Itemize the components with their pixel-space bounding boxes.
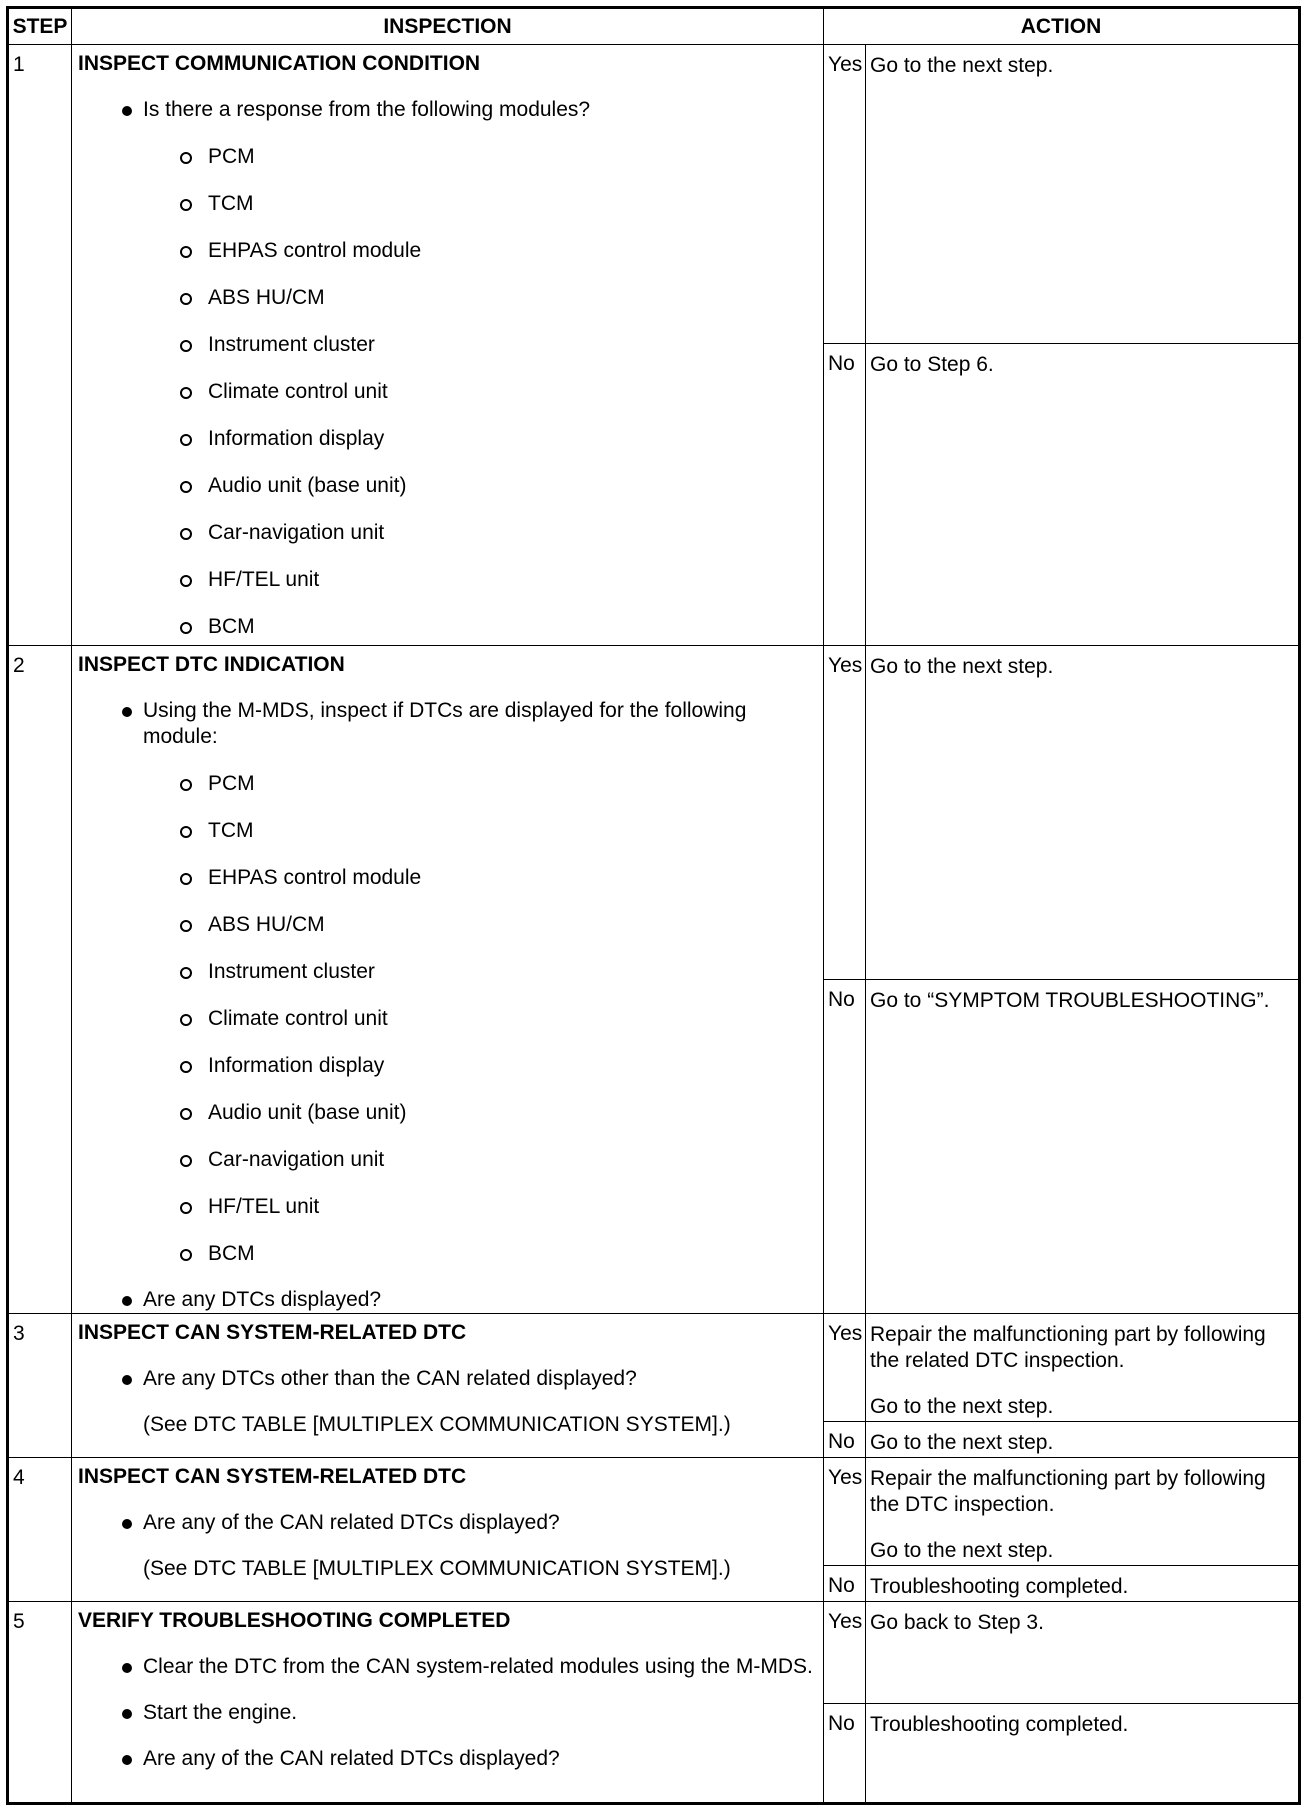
sub-bullet-icon (180, 199, 192, 211)
bullet-icon (122, 1296, 132, 1306)
step-4-title: INSPECT CAN SYSTEM-RELATED DTC (78, 1465, 467, 1488)
step-2-module: Instrument cluster (78, 959, 817, 985)
sub-bullet-icon (180, 826, 192, 838)
step-4-yes-action: Repair the malfunctioning part by following the DTC inspection. Go to the next step. (866, 1458, 1300, 1566)
step-1-yes-row (8, 45, 1300, 344)
step-2-module: PCM (78, 771, 817, 797)
bullet-icon (122, 1755, 132, 1765)
troubleshooting-table (6, 6, 1301, 1805)
sub-bullet-icon (180, 246, 192, 258)
sub-bullet-icon (180, 481, 192, 493)
step-5-bullet: Are any of the CAN related DTCs displayed? (78, 1746, 817, 1772)
bullet-icon (122, 1375, 132, 1385)
step-1-module: Audio unit (base unit) (78, 473, 817, 499)
step-1-module: TCM (78, 191, 817, 217)
bullet-icon (122, 707, 132, 717)
step-3-no-action: Go to the next step. (866, 1422, 1300, 1458)
sub-bullet-icon (180, 1108, 192, 1120)
step-2-bullet: Using the M-MDS, inspect if DTCs are displayed for the following module: (78, 698, 817, 750)
step-4-number: 4 (8, 1458, 72, 1602)
step-5-title: VERIFY TROUBLESHOOTING COMPLETED (78, 1609, 511, 1632)
sub-bullet-icon (180, 387, 192, 399)
step-2-module: BCM (78, 1241, 817, 1267)
step-1-no-action: Go to Step 6. (866, 344, 1300, 646)
step-4-inspection (72, 1458, 824, 1602)
step-5-yes-action: Go back to Step 3. (866, 1602, 1300, 1704)
sub-bullet-icon (180, 340, 192, 352)
step-3-yes-label: Yes (824, 1314, 866, 1422)
sub-bullet-icon (180, 779, 192, 791)
step-3-no-label: No (824, 1422, 866, 1458)
step-2-module: ABS HU/CM (78, 912, 817, 938)
sub-bullet-icon (180, 967, 192, 979)
step-5-yes-row (8, 1602, 1300, 1704)
sub-bullet-icon (180, 1014, 192, 1026)
sub-bullet-icon (180, 575, 192, 587)
step-5-bullet: Start the engine. (78, 1700, 817, 1726)
step-2-module: Information display (78, 1053, 817, 1079)
header-action: ACTION (824, 8, 1300, 45)
step-1-number: 1 (8, 45, 72, 646)
step-3-yes-action: Repair the malfunctioning part by following the related DTC inspection. Go to the next step. (866, 1314, 1300, 1422)
step-5-bullet: Clear the DTC from the CAN system-related modules using the M-MDS. (78, 1654, 817, 1680)
step-5-no-action: Troubleshooting completed. (866, 1704, 1300, 1804)
step-3-note: (See DTC TABLE [MULTIPLEX COMMUNICATION SYSTEM].) (143, 1413, 731, 1436)
step-4-yes-label: Yes (824, 1458, 866, 1566)
step-2-module: Car-navigation unit (78, 1147, 817, 1173)
bullet-icon (122, 1663, 132, 1673)
step-2-no-action: Go to “SYMPTOM TROUBLESHOOTING”. (866, 980, 1300, 1314)
step-5-yes-label: Yes (824, 1602, 866, 1704)
sub-bullet-icon (180, 293, 192, 305)
bullet-icon (122, 1519, 132, 1529)
step-1-module: PCM (78, 144, 817, 170)
step-1-module: Information display (78, 426, 817, 452)
step-1-module: Instrument cluster (78, 332, 817, 358)
step-5-no-label: No (824, 1704, 866, 1804)
step-1-inspection (72, 45, 824, 646)
step-2-bullet: Are any DTCs displayed? (78, 1287, 817, 1313)
step-1-title: INSPECT COMMUNICATION CONDITION (78, 52, 481, 75)
step-3-inspection (72, 1314, 824, 1458)
sub-bullet-icon (180, 920, 192, 932)
step-2-yes-label: Yes (824, 646, 866, 980)
step-1-module: BCM (78, 614, 817, 640)
sub-bullet-icon (180, 1249, 192, 1261)
step-1-module: HF/TEL unit (78, 567, 817, 593)
header-row (8, 8, 1300, 45)
step-2-module: TCM (78, 818, 817, 844)
step-5-inspection (72, 1602, 824, 1804)
header-step: STEP (8, 8, 72, 45)
step-4-no-action: Troubleshooting completed. (866, 1566, 1300, 1602)
sub-bullet-icon (180, 1155, 192, 1167)
sub-bullet-icon (180, 1061, 192, 1073)
bullet-icon (122, 1709, 132, 1719)
sub-bullet-icon (180, 1202, 192, 1214)
step-5-number: 5 (8, 1602, 72, 1804)
step-1-no-label: No (824, 344, 866, 646)
step-1-module: ABS HU/CM (78, 285, 817, 311)
step-1-module: Car-navigation unit (78, 520, 817, 546)
step-2-inspection (72, 646, 824, 1314)
step-2-module: Climate control unit (78, 1006, 817, 1032)
step-2-module: HF/TEL unit (78, 1194, 817, 1220)
step-1-yes-action: Go to the next step. (866, 45, 1300, 344)
header-inspection: INSPECTION (72, 8, 824, 45)
step-3-title: INSPECT CAN SYSTEM-RELATED DTC (78, 1321, 467, 1344)
step-2-yes-row (8, 646, 1300, 980)
step-1-bullet: Is there a response from the following modules? (78, 97, 817, 123)
step-3-bullet: Are any DTCs other than the CAN related displayed? (78, 1366, 817, 1392)
step-3-number: 3 (8, 1314, 72, 1458)
step-2-yes-action: Go to the next step. (866, 646, 1300, 980)
step-2-module: Audio unit (base unit) (78, 1100, 817, 1126)
step-3-yes-row (8, 1314, 1300, 1422)
sub-bullet-icon (180, 873, 192, 885)
step-1-yes-label: Yes (824, 45, 866, 344)
step-2-title: INSPECT DTC INDICATION (78, 653, 345, 676)
sub-bullet-icon (180, 434, 192, 446)
sub-bullet-icon (180, 528, 192, 540)
step-4-note: (See DTC TABLE [MULTIPLEX COMMUNICATION SYSTEM].) (143, 1557, 731, 1580)
step-2-number: 2 (8, 646, 72, 1314)
step-1-module: Climate control unit (78, 379, 817, 405)
sub-bullet-icon (180, 622, 192, 634)
bullet-icon (122, 106, 132, 116)
step-1-module: EHPAS control module (78, 238, 817, 264)
step-2-no-label: No (824, 980, 866, 1314)
step-2-module: EHPAS control module (78, 865, 817, 891)
step-4-yes-row (8, 1458, 1300, 1566)
step-4-bullet: Are any of the CAN related DTCs displayed? (78, 1510, 817, 1536)
step-4-no-label: No (824, 1566, 866, 1602)
sub-bullet-icon (180, 152, 192, 164)
